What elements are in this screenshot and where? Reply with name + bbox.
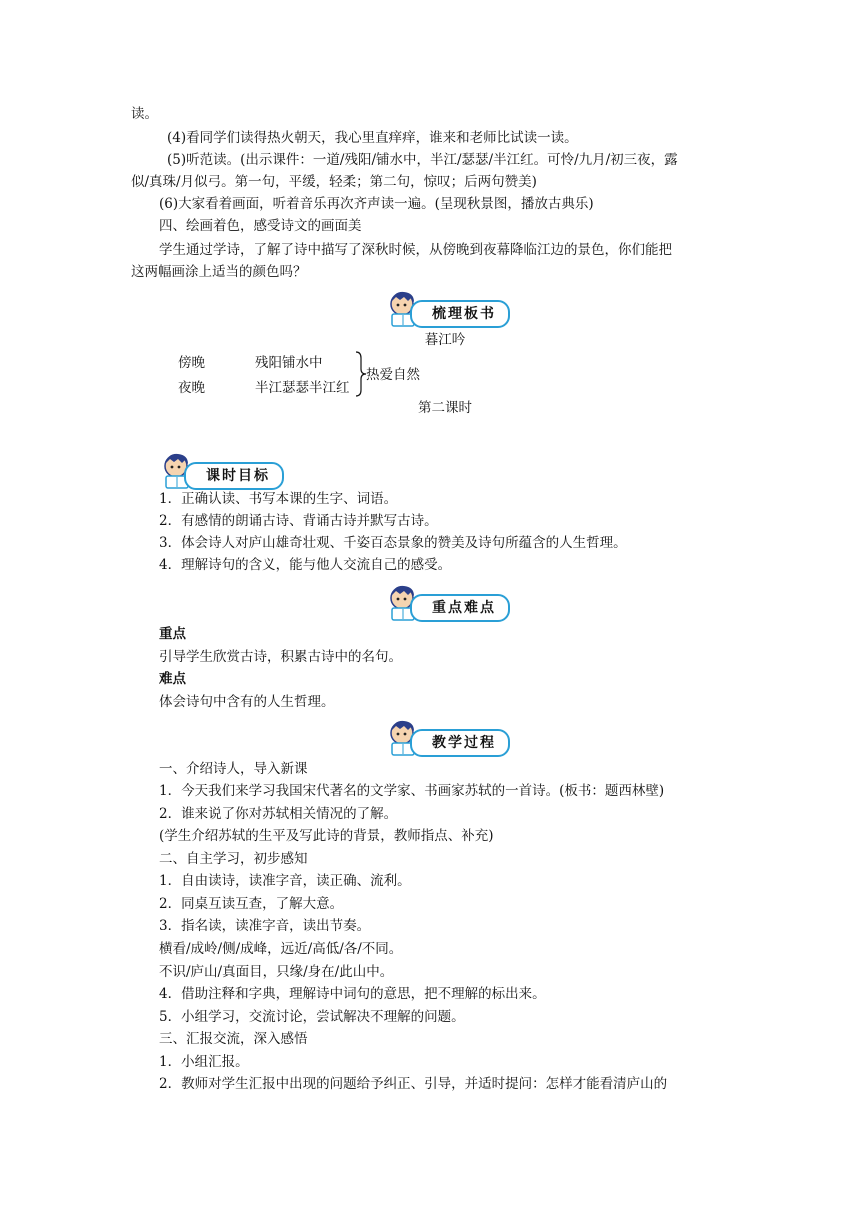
goal-item: 4．理解诗句的含义，能与他人交流自己的感受。 [159,557,452,573]
text-line: 3．指名读，读准字音，读出节奏。 [159,918,371,934]
key-label: 重点 [159,626,186,642]
board-row1-right: 残阳铺水中 [255,355,323,371]
process-badge-label: 教学过程 [410,729,510,757]
poem-line: 横看/成岭/侧/成峰，远近/高低/各/不同。 [159,941,403,957]
text-line: 2．谁来说了你对苏轼相关情况的了解。 [159,806,398,822]
section-heading: 四、绘画着色，感受诗文的画面美 [159,218,362,234]
text-line: 2．教师对学生汇报中出现的问题给予纠正、引导，并适时提问：怎样才能看清庐山的 [159,1076,668,1092]
goal-item: 2．有感情的朗诵古诗、背诵古诗并默写古诗。 [159,513,438,529]
section-heading: 一、介绍诗人，导入新课 [159,761,308,777]
keypoints-badge-label: 重点难点 [410,594,510,622]
key-text: 引导学生欣赏古诗，积累古诗中的名句。 [159,649,402,665]
keypoints-section-badge [384,582,514,622]
board-badge-label: 梳理板书 [410,300,510,328]
text-line: (4)看同学们读得热火朝天，我心里直痒痒，谁来和老师比试读一读。 [167,130,578,146]
goal-item: 1．正确认读、书写本课的生字、词语。 [159,491,398,507]
process-section-badge [384,717,514,757]
section-heading: 三、汇报交流，深入感悟 [159,1031,308,1047]
board-title: 暮江吟 [424,332,466,348]
text-line: 4．借助注释和字典，理解诗中词句的意思，把不理解的标出来。 [159,986,546,1002]
board-row2-left: 夜晚 [178,380,205,396]
text-line: 似/真珠/月似弓。第一句，平缓，轻柔；第二句，惊叹；后两句赞美) [131,174,537,190]
text-line: 1．今天我们来学习我国宋代著名的文学家、书画家苏轼的一首诗。(板书：题西林壁) [159,783,665,799]
board-row2-right: 半江瑟瑟半江红 [255,380,350,396]
board-section-badge [384,288,514,328]
text-line: (6)大家看着画面，听着音乐再次齐声读一遍。(呈现秋景图，播放古典乐) [159,196,594,212]
goal-item: 3．体会诗人对庐山雄奇壮观、千姿百态景象的赞美及诗句所蕴含的人生哲理。 [159,535,627,551]
text-line: 5．小组学习，交流讨论，尝试解决不理解的问题。 [159,1009,465,1025]
board-summary: 热爱自然 [366,367,420,383]
text-line: 1．小组汇报。 [159,1054,249,1070]
text-line: 读。 [131,106,158,122]
text-line: 2．同桌互读互查，了解大意。 [159,896,344,912]
section-heading: 二、自主学习，初步感知 [159,851,308,867]
hard-label: 难点 [159,671,186,687]
lesson-title: 第二课时 [418,400,472,416]
board-row1-left: 傍晚 [178,355,205,371]
poem-line: 不识/庐山/真面目，只缘/身在/此山中。 [159,964,394,980]
text-line: (5)听范读。(出示课件：一道/残阳/铺水中，半江/瑟瑟/半江红。可怜/九月/初三夜，露 [167,152,678,168]
text-line: 学生通过学诗，了解了诗中描写了深秋时候，从傍晚到夜幕降临江边的景色，你们能把 [159,242,672,258]
text-line: (学生介绍苏轼的生平及写此诗的背景，教师指点、补充) [159,828,494,844]
hard-text: 体会诗句中含有的人生哲理。 [159,694,335,710]
text-line: 1．自由读诗，读准字音，读正确、流利。 [159,873,411,889]
goals-section-badge [158,450,288,490]
goals-badge-label: 课时目标 [184,462,284,490]
text-line: 这两幅画涂上适当的颜色吗？ [131,264,307,280]
